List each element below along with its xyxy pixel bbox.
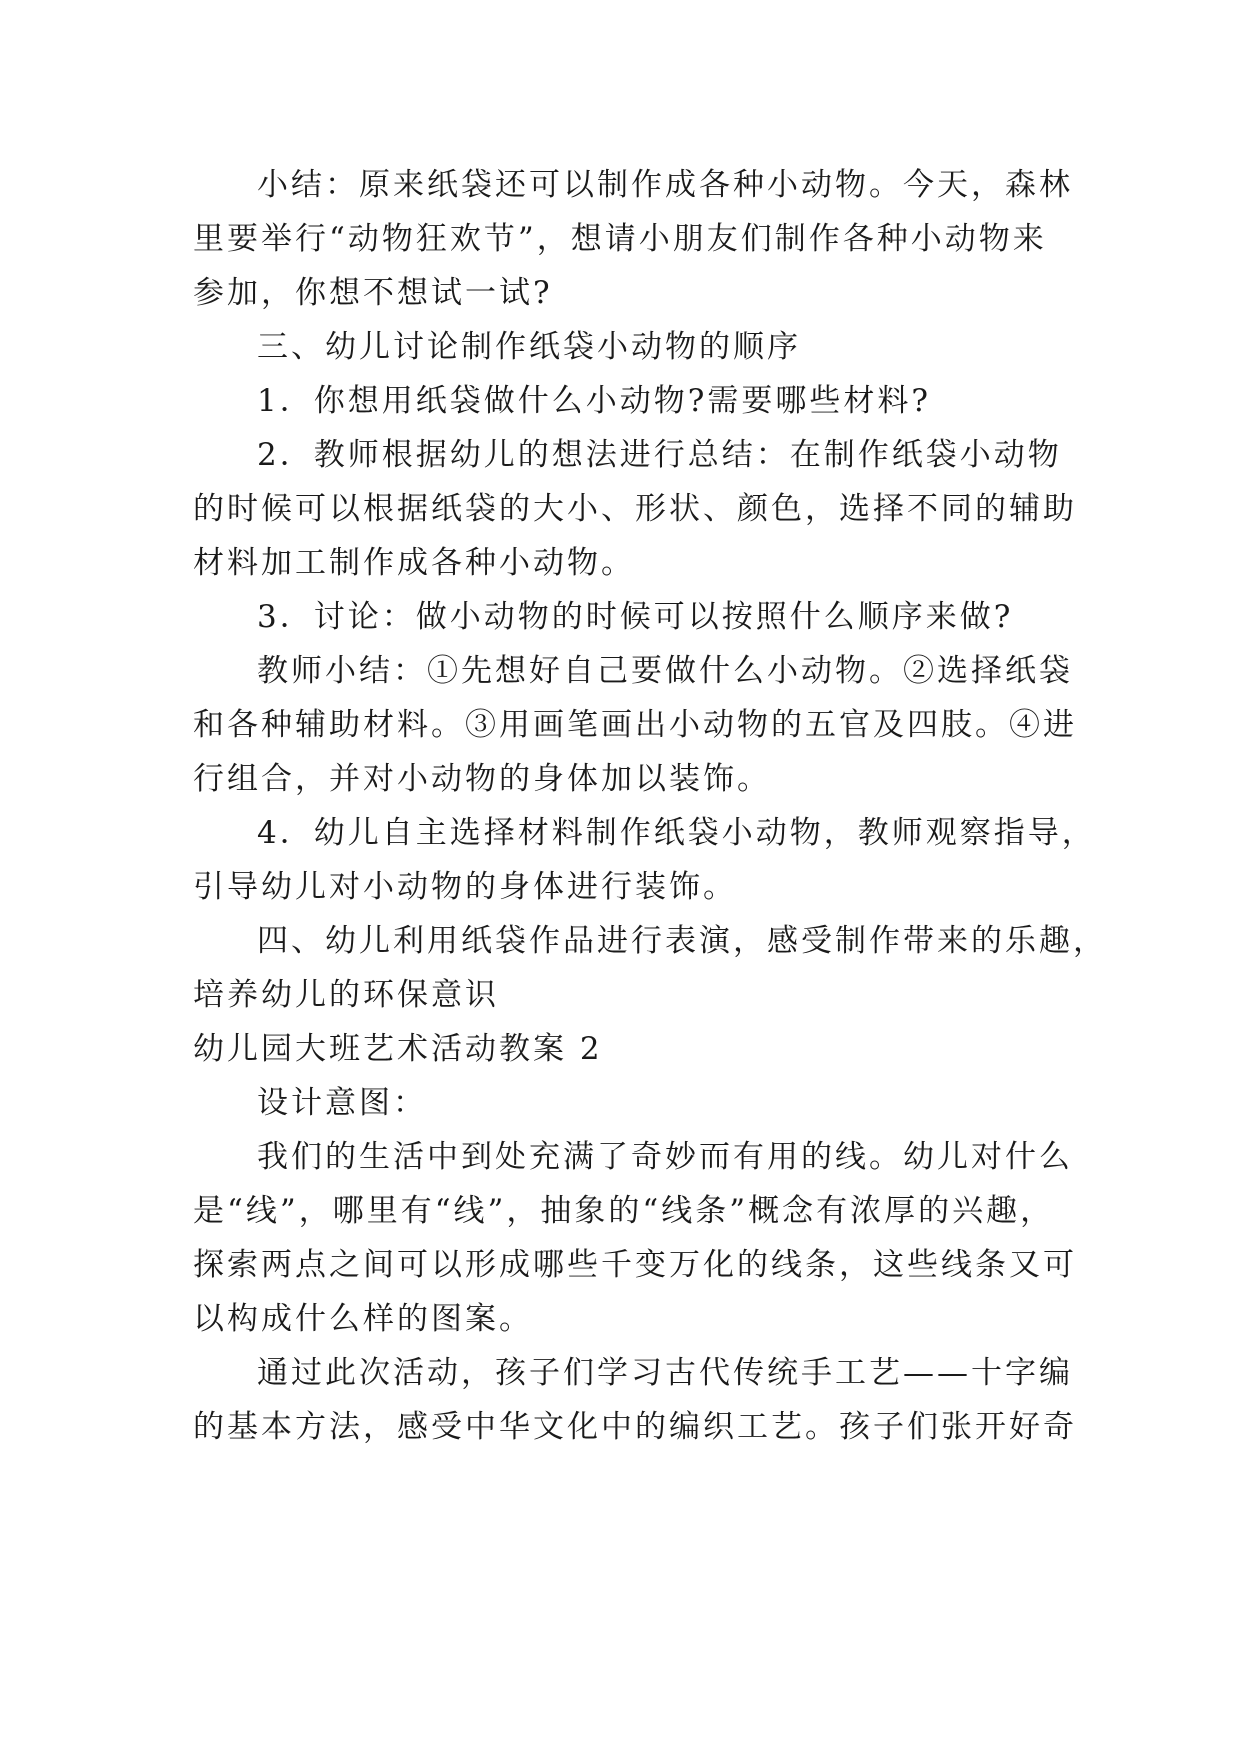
summary-paragraph-line: 里要举行“动物狂欢节”，想请小朋友们制作各种小动物来 [193, 221, 1047, 257]
step-2-line: 材料加工制作成各种小动物。 [193, 545, 635, 581]
step-2-line: 的时候可以根据纸袋的大小、形状、颜色，选择不同的辅助 [193, 491, 1077, 527]
section-heading-4: 培养幼儿的环保意识 [193, 977, 499, 1013]
step-4-line: 引导幼儿对小动物的身体进行装饰。 [193, 869, 737, 905]
activity-description-line: 的基本方法，感受中华文化中的编织工艺。孩子们张开好奇 [193, 1409, 1077, 1445]
document-body [193, 158, 1107, 1454]
summary-paragraph-line: 参加，你想不想试一试? [193, 275, 553, 311]
summary-paragraph-line: 小结：原来纸袋还可以制作成各种小动物。今天，森林 [257, 167, 1073, 203]
design-intent-line: 以构成什么样的图案。 [193, 1301, 533, 1337]
step-1-line: 1．你想用纸袋做什么小动物?需要哪些材料? [257, 383, 931, 419]
design-intent-line: 探索两点之间可以形成哪些千变万化的线条，这些线条又可 [193, 1247, 1077, 1283]
teacher-summary-line: 和各种辅助材料。③用画笔画出小动物的五官及四肢。④进 [193, 707, 1077, 743]
design-intent-heading: 设计意图： [257, 1085, 427, 1121]
design-intent-line: 是“线”，哪里有“线”，抽象的“线条”概念有浓厚的兴趣， [193, 1193, 1055, 1229]
step-4-line: 4．幼儿自主选择材料制作纸袋小动物，教师观察指导， [257, 815, 1096, 851]
design-intent-line: 我们的生活中到处充满了奇妙而有用的线。幼儿对什么 [257, 1139, 1073, 1175]
activity-description-line: 通过此次活动，孩子们学习古代传统手工艺——十字编 [257, 1355, 1073, 1391]
teacher-summary-line: 教师小结：①先想好自己要做什么小动物。②选择纸袋 [257, 653, 1073, 689]
section-heading-4: 四、幼儿利用纸袋作品进行表演，感受制作带来的乐趣， [257, 923, 1107, 959]
step-2-line: 2．教师根据幼儿的想法进行总结：在制作纸袋小动物 [257, 437, 1062, 473]
teacher-summary-line: 行组合，并对小动物的身体加以装饰。 [193, 761, 771, 797]
section-heading-3: 三、幼儿讨论制作纸袋小动物的顺序 [257, 329, 801, 365]
lesson-plan-title: 幼儿园大班艺术活动教案 2 [193, 1031, 603, 1067]
step-3-line: 3．讨论：做小动物的时候可以按照什么顺序来做? [257, 599, 1014, 635]
